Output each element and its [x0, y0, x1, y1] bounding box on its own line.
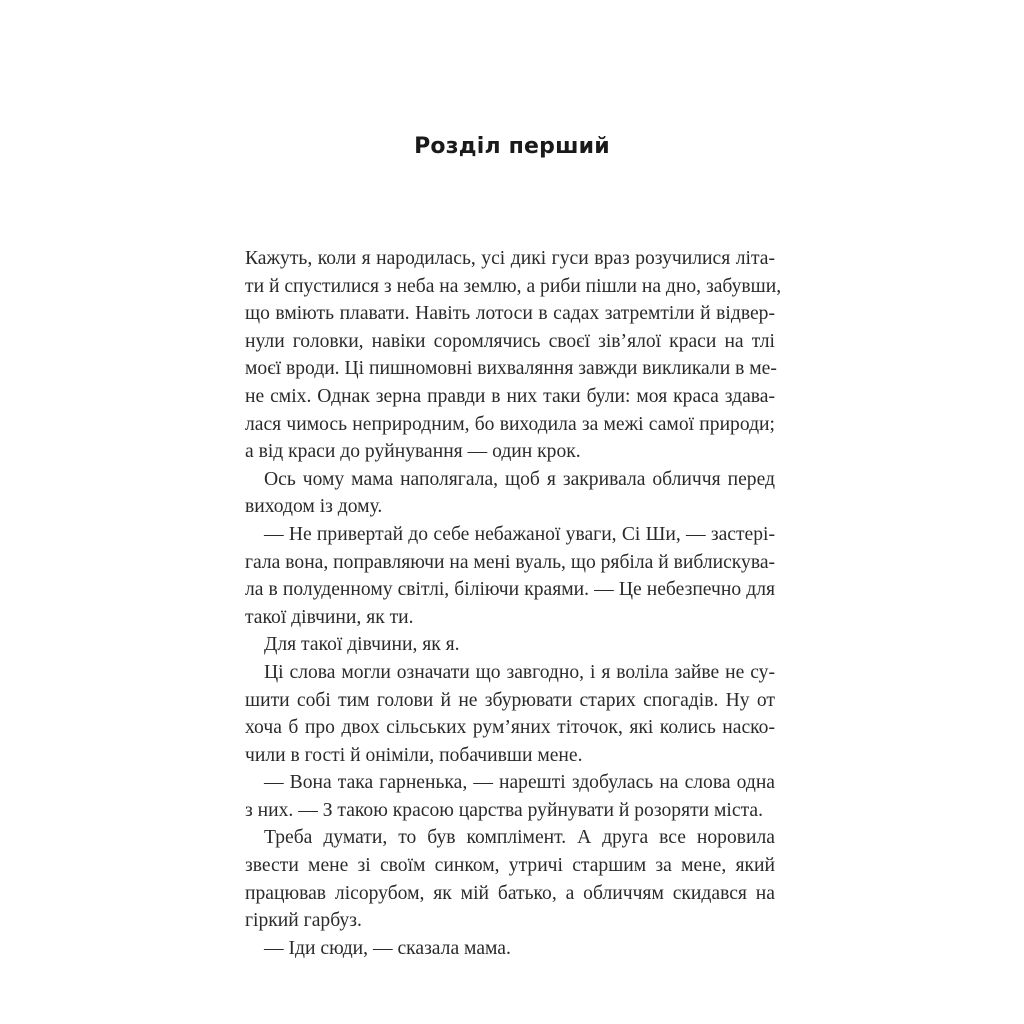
- text-line: такої дівчини, як ти.: [245, 606, 414, 628]
- text-line: звести мене зі своїм синком, утричі старшим за мене, який: [245, 855, 775, 877]
- text-line: — Вона така гарненька, — нарешті здобулась на слова одна: [264, 772, 775, 794]
- text-line: Для такої дівчини, як я.: [264, 634, 460, 656]
- text-line: ти й спустилися з неба на землю, а риби пішли на дно, забувши,: [245, 275, 782, 297]
- text-line: гала вона, поправляючи на мені вуаль, що рябіла й виблискува-: [245, 551, 776, 573]
- text-line: Кажуть, коли я народилась, усі дикі гуси враз розучилися літа-: [245, 248, 775, 269]
- text-line: нули головки, навіки соромлячись своєї зів’ялої краси на тлі: [245, 330, 775, 352]
- text-line: хоча б про двох сільських рум’яних тіточок, які колись наско-: [245, 717, 775, 739]
- text-line: лася чимось неприродним, бо виходила за межі самої природи;: [245, 413, 775, 435]
- text-line: ла в полуденному світлі, біліючи краями. — Це небезпечно для: [245, 579, 775, 601]
- text-line: а від краси до руйнування — один крок.: [245, 441, 581, 463]
- text-line: виходом із дому.: [245, 496, 383, 518]
- text-line: що вміють плавати. Навіть лотоси в садах затремтіли й відвер-: [245, 303, 775, 325]
- text-line: моєї вроди. Ці пишномовні вихваляння завжди викликали в ме-: [245, 358, 777, 380]
- text-line: з них. — З такою красою царства руйнувати й розоряти міста.: [245, 799, 763, 821]
- text-line: не сміх. Однак зерна правди в них таки були: моя краса здава-: [245, 385, 775, 407]
- text-line: чили в гості й оніміли, побачивши мене.: [245, 744, 583, 766]
- text-line: працював лісорубом, як мій батько, а обличчям скидався на: [245, 882, 775, 904]
- chapter-title: Розділ перший: [414, 134, 610, 159]
- text-line: — Не привертай до себе небажаної уваги, Сі Ши, — застері-: [264, 523, 775, 545]
- text-line: — Іди сюди, — сказала мама.: [264, 937, 511, 959]
- text-line: шити собі тим голови й не збурювати старих спогадів. Ну от: [245, 689, 775, 711]
- text-line: Ці слова могли означати що завгодно, і я воліла зайве не су-: [264, 661, 775, 683]
- text-line: Треба думати, то був комплімент. А друга все норовила: [264, 827, 775, 849]
- text-line: Ось чому мама наполягала, щоб я закривала обличчя перед: [264, 468, 775, 490]
- text-line: гіркий гарбуз.: [245, 910, 362, 932]
- chapter-body: [245, 245, 782, 962]
